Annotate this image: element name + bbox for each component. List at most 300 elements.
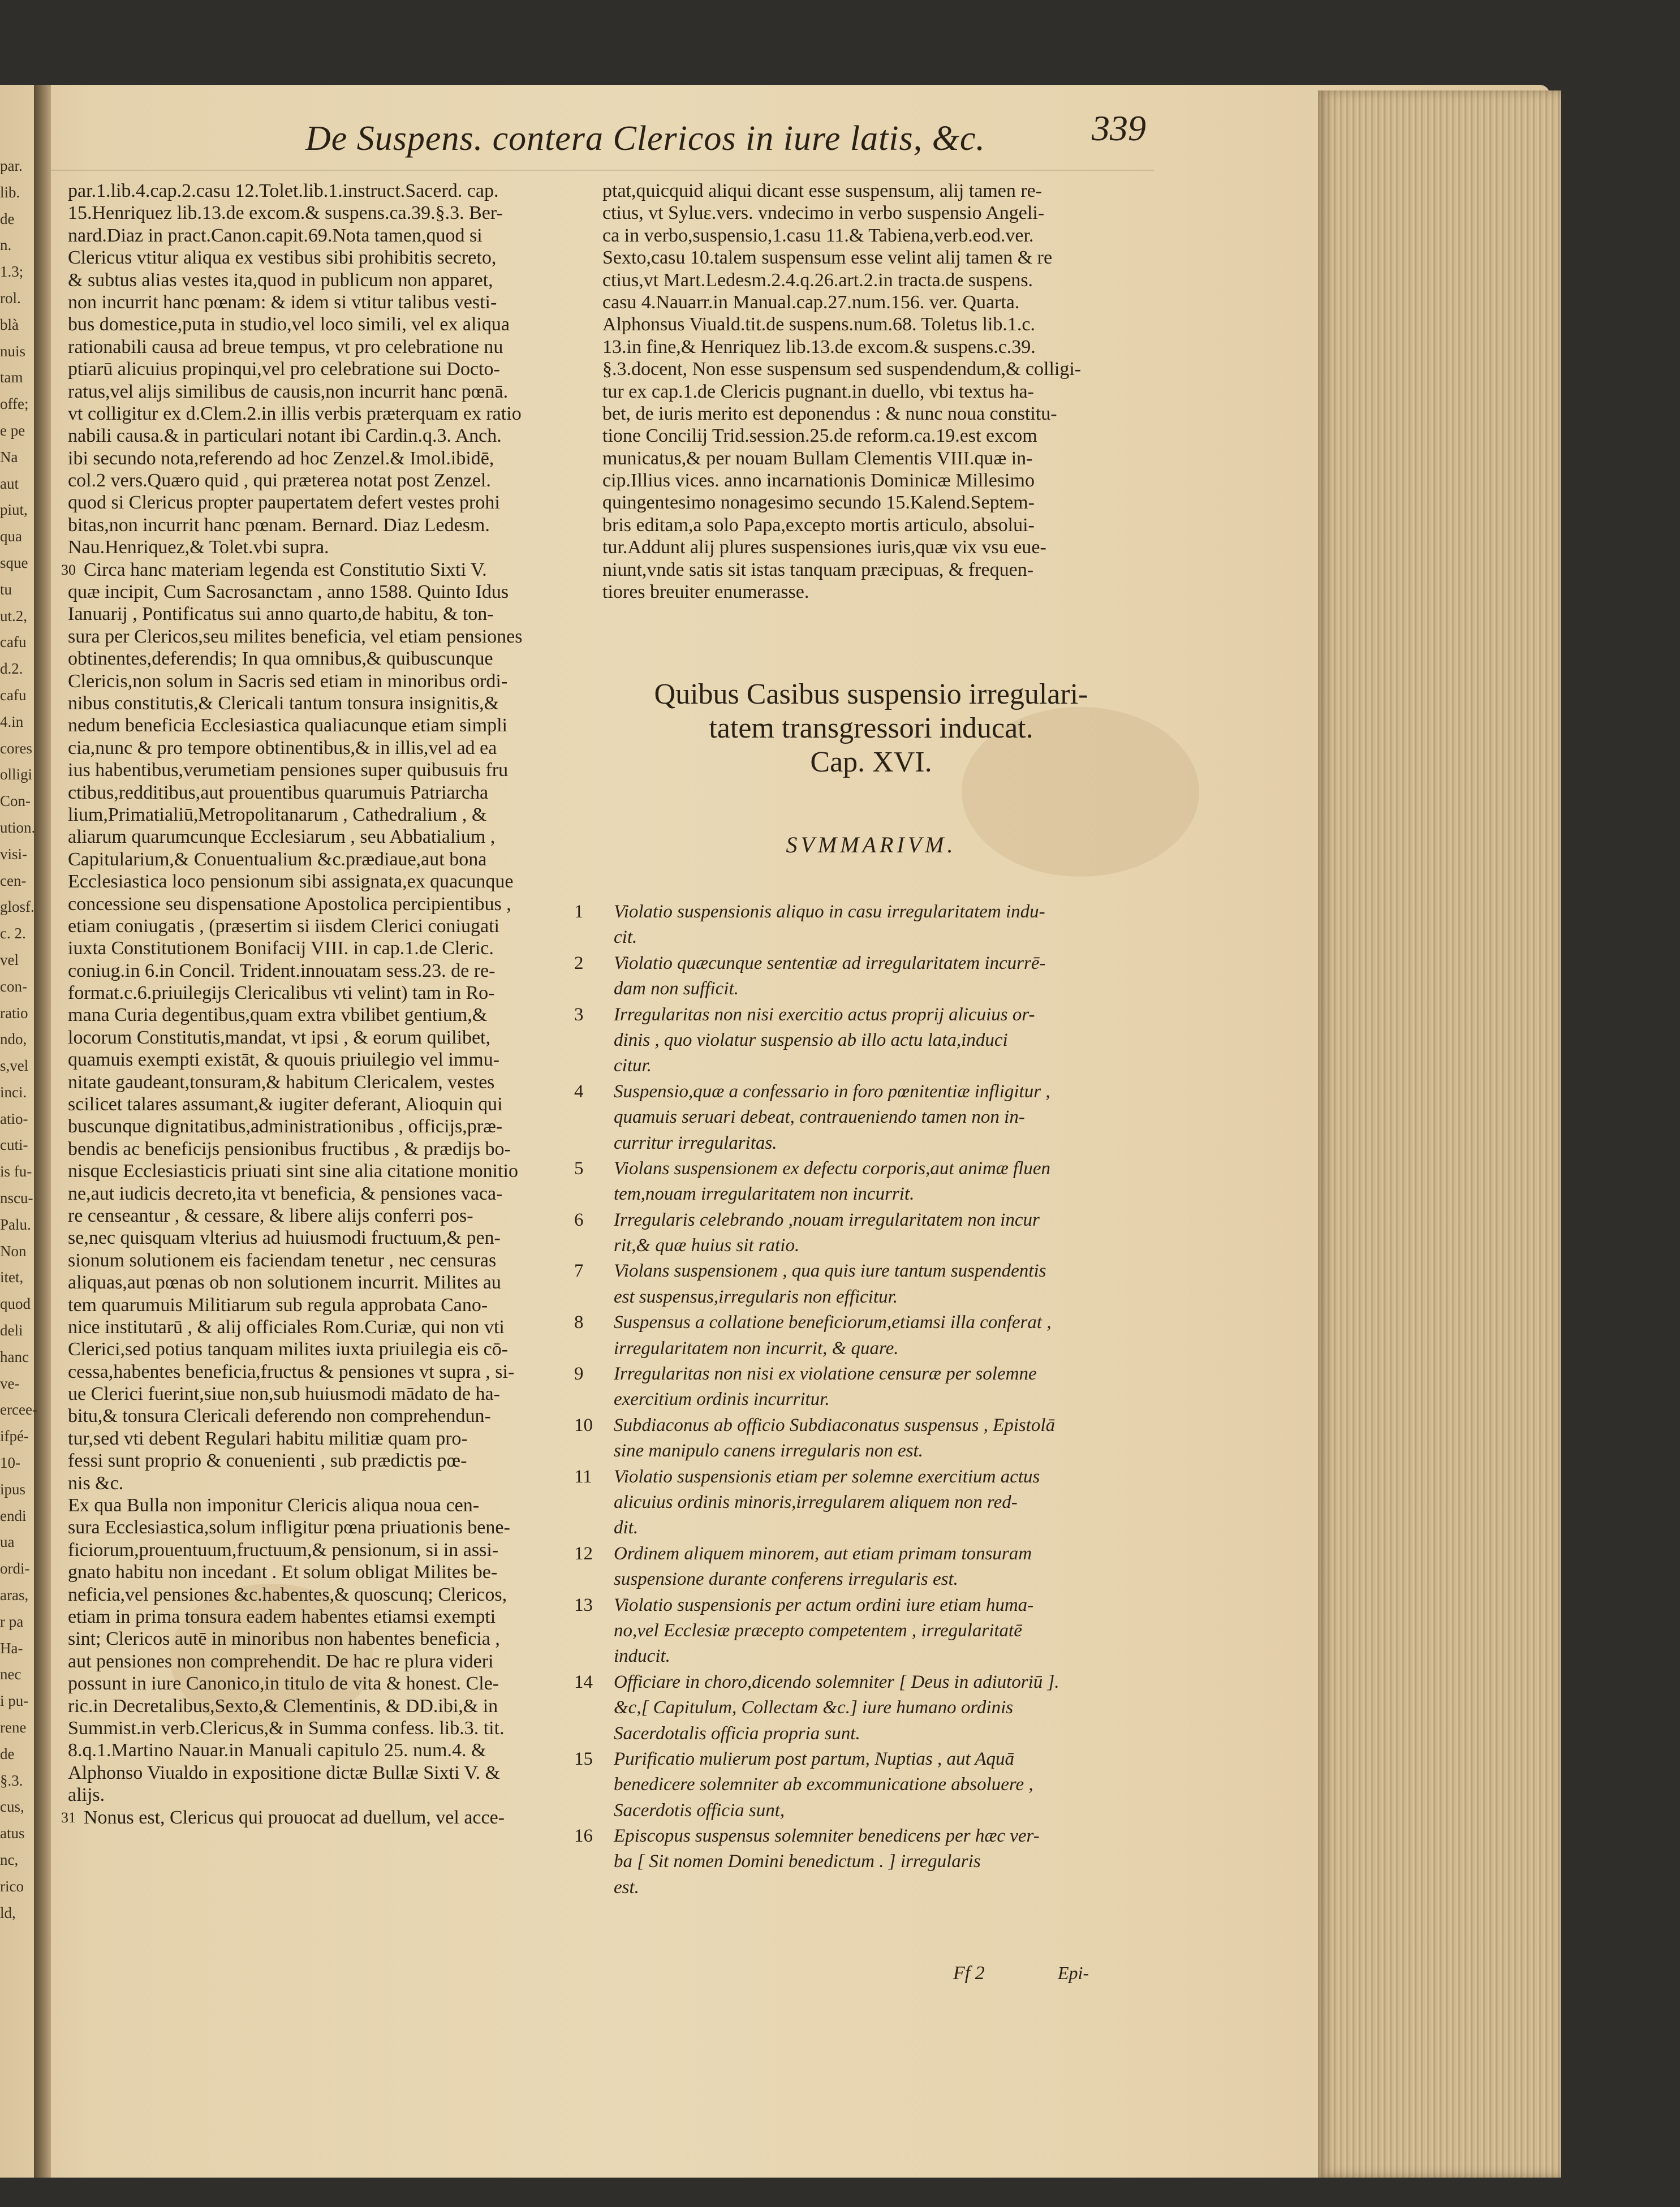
text-line xyxy=(68,1450,580,1472)
margin-fragment: c. 2. xyxy=(0,925,26,942)
summary-item xyxy=(574,1695,1157,1721)
text-line: §.3.docent, Non esse suspensum sed suspendendum,& colligi- xyxy=(602,359,1082,380)
summary-item xyxy=(574,1208,1157,1233)
text-line xyxy=(68,1249,580,1271)
line-text: ius habentibus,verumetiam pensiones super quibusuis fru xyxy=(68,760,509,781)
line-text: nitate gaudeant,tonsuram,& habitum Clericalem, vestes xyxy=(68,1071,495,1093)
line-text: fessi sunt proprio & conuenienti , sub prædictis pœ- xyxy=(68,1450,467,1472)
line-text: bitas,non incurrit hanc pœnam. Bernard. Diaz Ledesm. xyxy=(68,514,490,536)
chapter-heading-line: Quibus Casibus suspensio irregulari- xyxy=(654,678,1088,710)
line-text: quod si Clericus propter paupertatem defert vestes prohi xyxy=(68,492,500,514)
line-text: Capitularium,& Conuentualium &c.prædiaue,aut bona xyxy=(68,848,487,870)
text-line xyxy=(68,1428,580,1450)
line-text: nabili causa.& in particulari notant ibi Cardin.q.3. Anch. xyxy=(68,425,502,447)
margin-fragment: cen- xyxy=(0,872,27,889)
text-line xyxy=(68,1494,580,1516)
summary-text: Violatio quæcunque sententiæ ad irregularitatem incurrē- xyxy=(614,952,1046,973)
text-line xyxy=(68,826,580,848)
summary-text: Suspensio,quæ a confessario in foro pœnitentiæ infligitur , xyxy=(614,1081,1050,1102)
line-text: Ianuarij , Pontificatus sui anno quarto,de habitu, & ton- xyxy=(68,604,494,625)
line-text: obtinentes,deferendis; In qua omnibus,& quibuscunque xyxy=(68,648,493,670)
margin-fragment: nec xyxy=(0,1666,21,1683)
summary-number: 2 xyxy=(574,952,584,973)
summary-item xyxy=(574,1541,1157,1567)
summary-item xyxy=(574,1105,1157,1130)
summary-item xyxy=(574,1028,1157,1053)
line-text: format.c.6.priuilegijs Clericalibus vti velint) tam in Ro- xyxy=(68,982,495,1004)
summary-text: no,vel Ecclesiæ præcepto competentem , irregularitatē xyxy=(614,1620,1022,1641)
text-line xyxy=(68,336,580,358)
summary-item xyxy=(574,1772,1157,1798)
line-text: ue Clerici fuerint,siue non,sub huiusmodi mādato de ha- xyxy=(68,1383,500,1405)
text-line xyxy=(68,1717,580,1739)
summary-item xyxy=(574,1258,1157,1284)
text-line xyxy=(68,381,580,403)
text-line: ctius,vt Mart.Ledesm.2.4.q.26.art.2.in tracta.de suspens. xyxy=(602,269,1033,291)
margin-fragment: cafu xyxy=(0,686,27,704)
margin-fragment: qua xyxy=(0,528,22,545)
text-line xyxy=(68,1673,580,1695)
margin-fragment: cafu xyxy=(0,633,27,651)
margin-fragment: glosf. xyxy=(0,898,35,916)
summary-number: 14 xyxy=(574,1671,593,1692)
line-text: Clericus vtitur aliqua ex vestibus sibi prohibitis secreto, xyxy=(68,247,497,269)
line-text: sura Ecclesiastica,solum infligitur pœna priuationis bene- xyxy=(68,1517,510,1538)
summary-item xyxy=(574,1747,1157,1772)
margin-fragment: ndo, xyxy=(0,1031,27,1048)
text-line xyxy=(68,1561,580,1583)
text-line xyxy=(68,982,580,1004)
text-line xyxy=(68,848,580,870)
line-text: iuxta Constitutionem Bonifacij VIII. in cap.1.de Cleric. xyxy=(68,938,494,959)
text-line xyxy=(68,1205,580,1227)
text-line xyxy=(68,915,580,937)
text-line xyxy=(68,804,580,826)
summary-text: Subdiaconus ab officio Subdiaconatus suspensus , Epistolā xyxy=(614,1415,1056,1436)
summary-item xyxy=(574,1618,1157,1644)
summary-item xyxy=(574,1079,1157,1105)
margin-fragment: visi- xyxy=(0,845,28,863)
summary-item xyxy=(574,1464,1157,1490)
summary-text: Violatio suspensionis per actum ordini iure etiam huma- xyxy=(614,1594,1034,1615)
text-line xyxy=(68,1472,580,1494)
summary-text: quamuis seruari debeat, contraueniendo tamen non in- xyxy=(614,1107,1025,1128)
left-text-column xyxy=(61,180,580,1829)
line-text: rationabili causa ad breue tempus, vt pro celebratione nu xyxy=(68,336,503,357)
line-text: nis &c. xyxy=(68,1472,124,1494)
text-line: casu 4.Nauarr.in Manual.cap.27.num.156. ver. Quarta. xyxy=(602,291,1020,313)
line-text: cessa,habentes beneficia,fructus & pensiones vt supra , si- xyxy=(68,1361,515,1382)
text-line xyxy=(61,559,580,581)
text-line xyxy=(68,1316,580,1338)
margin-fragment: vel xyxy=(0,951,19,968)
margin-fragment: s,vel xyxy=(0,1057,29,1075)
line-text: tem quarumuis Militiarum sub regula approbata Cano- xyxy=(68,1294,488,1316)
text-line xyxy=(68,1093,580,1115)
line-text: 8.q.1.Martino Nauar.in Manuali capitulo 25. num.4. & xyxy=(68,1740,486,1761)
line-text: aut pensiones non comprehendit. De hac re plura videri xyxy=(68,1650,494,1672)
margin-fragment: atus xyxy=(0,1825,25,1842)
line-text: sint; Clericos autē in minoribus non habentes beneficia , xyxy=(68,1628,500,1650)
text-line: municatus,& per nouam Bullam Clementis VIII.quæ in- xyxy=(602,447,1033,469)
line-text: etiam coniugatis , (præsertim si iisdem Clerici coniugati xyxy=(68,915,499,937)
summary-text: suspensione durante conferens irregularis est. xyxy=(614,1569,958,1590)
summary-number: 1 xyxy=(574,902,584,922)
summary-item xyxy=(574,1053,1157,1079)
text-line xyxy=(68,1784,580,1806)
summary-item xyxy=(574,1644,1157,1669)
text-line xyxy=(68,1628,580,1650)
margin-fragment: ution. xyxy=(0,818,36,836)
chapter-heading xyxy=(622,678,1120,779)
margin-fragment: aras, xyxy=(0,1587,29,1604)
margin-fragment: Con- xyxy=(0,792,31,810)
text-line xyxy=(68,1695,580,1717)
margin-fragment: nuis xyxy=(0,342,26,360)
summary-number: 8 xyxy=(574,1312,584,1333)
text-line xyxy=(68,782,580,804)
summary-item xyxy=(574,1515,1157,1541)
margin-fragment: deli xyxy=(0,1322,23,1339)
summary-list xyxy=(574,899,1157,1900)
margin-fragment: de xyxy=(0,210,15,227)
margin-fragment: offe; xyxy=(0,395,29,413)
summary-item xyxy=(574,1002,1157,1028)
text-line xyxy=(68,1405,580,1427)
text-line xyxy=(68,603,580,625)
summary-item xyxy=(574,1567,1157,1592)
text-line xyxy=(68,202,580,224)
margin-fragment: de xyxy=(0,1745,15,1762)
margin-fragment: i pu- xyxy=(0,1692,29,1710)
margin-fragment: 4.in xyxy=(0,713,24,730)
signature-mark: Ff 2 xyxy=(953,1963,985,1984)
line-text: col.2 vers.Quæro quid , qui præterea notat post Zenzel. xyxy=(68,470,491,492)
text-line xyxy=(68,960,580,982)
summary-text: &c,[ Capitulum, Collectam &c.] iure humano ordinis xyxy=(614,1697,1014,1718)
margin-fragment: cus, xyxy=(0,1798,24,1816)
margin-fragment: §.3. xyxy=(0,1771,23,1789)
line-text: alijs. xyxy=(68,1784,105,1806)
margin-fragment: endi xyxy=(0,1507,27,1524)
line-text: sionum solutionem eis faciendam tenetur , nec censuras xyxy=(68,1249,497,1271)
chapter-heading-line: tatem transgressori inducat. xyxy=(709,712,1033,744)
line-text: bendis ac beneficijs pensionibus fructibus , & prædijs bo- xyxy=(68,1138,511,1159)
margin-fragment: cuti- xyxy=(0,1136,28,1154)
line-text: etiam in prima tonsura eadem habentes etiamsi exempti xyxy=(68,1606,496,1627)
page-edges xyxy=(1318,90,1561,2178)
text-line: tur ex cap.1.de Clericis pugnant.in duello, vbi textus ha- xyxy=(602,381,1034,402)
summary-text: sine manipulo canens irregularis non est. xyxy=(614,1441,923,1462)
line-text: nisque Ecclesiasticis priuati sint sine alia citatione monitio xyxy=(68,1161,518,1182)
margin-fragment: ordi- xyxy=(0,1560,30,1577)
line-text: tur,sed vti debent Regulari habitu militiæ quam pro- xyxy=(68,1428,468,1449)
margin-fragment: nc, xyxy=(0,1851,19,1868)
summary-number: 6 xyxy=(574,1209,584,1230)
margin-fragment: is fu- xyxy=(0,1163,32,1180)
summary-text: Suspensus a collatione beneficiorum,etiamsi illa conferat , xyxy=(614,1312,1052,1333)
line-text: gnato habitu non incedant . Et solum obligat Milites be- xyxy=(68,1562,498,1583)
summary-number: 7 xyxy=(574,1261,584,1282)
line-text: cia,nunc & pro tempore obtinentibus,& in illis,vel ad ea xyxy=(68,737,497,758)
line-text: Clerici,sed potius tanquam milites iuxta priuilegia eis cō- xyxy=(68,1339,509,1360)
text-line xyxy=(68,536,580,558)
summary-text: est suspensus,irregularis non efficitur. xyxy=(614,1286,898,1307)
margin-fragment: sque xyxy=(0,554,28,571)
margin-fragment: ve- xyxy=(0,1374,20,1392)
margin-fragment: d.2. xyxy=(0,660,23,678)
summary-text: Irregularitas non nisi ex violatione censuræ per solemne xyxy=(614,1364,1037,1385)
line-text: ctibus,redditibus,aut prouentibus quarumuis Patriarcha xyxy=(68,782,489,803)
summary-item xyxy=(574,1387,1157,1412)
margin-fragment: tu xyxy=(0,580,12,598)
marginal-number: 30 xyxy=(61,561,76,578)
summary-text: cit. xyxy=(614,927,637,948)
summary-number: 13 xyxy=(574,1594,593,1615)
text-line xyxy=(68,893,580,915)
text-line xyxy=(68,670,580,692)
text-line: ca in verbo,suspensio,1.casu 11.& Tabiena,verb.eod.ver. xyxy=(602,225,1034,246)
text-line xyxy=(68,1762,580,1784)
text-line xyxy=(68,937,580,959)
summary-item xyxy=(574,1182,1157,1207)
summary-item xyxy=(574,1721,1157,1747)
header-rule xyxy=(51,170,1154,171)
line-text: Alphonso Viualdo in expositione dictæ Bullæ Sixti V. & xyxy=(68,1762,500,1783)
text-line xyxy=(68,581,580,603)
text-line xyxy=(68,1539,580,1561)
line-text: ric.in Decretalibus,Sexto,& Clementinis, & DD.ibi,& in xyxy=(68,1695,498,1717)
summary-item xyxy=(574,1875,1157,1900)
summary-number: 10 xyxy=(574,1415,593,1436)
text-line xyxy=(68,870,580,893)
summary-text: Violatio suspensionis etiam per solemne exercitium actus xyxy=(614,1466,1040,1487)
line-text: Summist.in verb.Clericus,& in Summa confess. lib.3. tit. xyxy=(68,1717,505,1739)
line-text: Ecclesiastica loco pensionum sibi assignata,ex quacunque xyxy=(68,871,514,893)
summary-number: 12 xyxy=(574,1543,593,1564)
margin-fragment: ua xyxy=(0,1533,15,1551)
margin-fragment: itet, xyxy=(0,1269,24,1286)
summary-number: 11 xyxy=(574,1466,592,1487)
text-line: Sexto,casu 10.talem suspensum esse velint alij tamen & re xyxy=(602,247,1053,269)
text-line xyxy=(68,313,580,335)
line-text: concessione seu dispensatione Apostolica percipientibus , xyxy=(68,893,511,915)
margin-fragment: Ha- xyxy=(0,1639,23,1657)
margin-fragment: lib. xyxy=(0,183,20,201)
line-text: quæ incipit, Cum Sacrosanctam , anno 1588. Quinto Idus xyxy=(68,581,509,603)
margin-fragment: tam xyxy=(0,369,23,386)
summary-item xyxy=(574,1131,1157,1156)
summary-item xyxy=(574,925,1157,950)
margin-fragment: rene xyxy=(0,1719,27,1736)
summary-text: Ordinem aliquem minorem, aut etiam primam tonsuram xyxy=(614,1543,1032,1564)
line-text: Ex qua Bulla non imponitur Clericis aliqua noua cen- xyxy=(68,1495,480,1516)
line-text: nedum beneficia Ecclesiastica qualiacunque etiam simpli xyxy=(68,715,507,736)
text-line xyxy=(61,1807,580,1829)
line-text: ficiorum,prouentuum,fructuum,& pensionum, si in assi- xyxy=(68,1539,499,1561)
text-line xyxy=(68,358,580,380)
line-text: coniug.in 6.in Concil. Trident.innouatam sess.23. de re- xyxy=(68,960,496,981)
line-text: aliarum quarumcunque Ecclesiarum , seu Abbatialium , xyxy=(68,826,496,848)
text-line xyxy=(68,759,580,781)
summary-text: Irregularitas non nisi exercitio actus proprij alicuius or- xyxy=(614,1004,1035,1025)
text-line xyxy=(68,1160,580,1182)
line-text: mana Curia degentibus,quam extra vbilibet gentium,& xyxy=(68,1005,488,1026)
text-line xyxy=(68,514,580,536)
line-text: se,nec quisquam vlterius ad huiusmodi fructuum,& pen- xyxy=(68,1227,501,1249)
margin-fragment: Na xyxy=(0,448,18,465)
page-number: 339 xyxy=(1092,108,1146,148)
summary-text: Episcopus suspensus solemniter benedicens per hæc ver- xyxy=(614,1826,1040,1847)
line-text: ratus,vel alijs similibus de causis,non incurrit hanc pœnā. xyxy=(68,381,509,402)
summary-text: tem,nouam irregularitatem non incurrit. xyxy=(614,1184,915,1205)
margin-fragment: olligi xyxy=(0,766,33,783)
text-line: tiores breuiter enumerasse. xyxy=(602,581,809,603)
margin-fragment: nscu- xyxy=(0,1189,33,1207)
text-line xyxy=(68,1115,580,1137)
text-line xyxy=(68,1361,580,1383)
line-text: ibi secundo nota,referendo ad hoc Zenzel.& Imol.ibidē, xyxy=(68,447,494,469)
summary-text: Sacerdotis officia sunt, xyxy=(614,1800,785,1821)
summary-number: 5 xyxy=(574,1158,584,1179)
summary-text: ba [ Sit nomen Domini benedictum . ] irregularis xyxy=(614,1851,981,1872)
line-text: Nau.Henriquez,& Tolet.vbi supra. xyxy=(68,537,329,558)
chapter-number: Cap. XVI. xyxy=(810,746,932,778)
text-line xyxy=(68,492,580,514)
text-line xyxy=(68,714,580,736)
margin-fragment: rol. xyxy=(0,289,21,307)
text-line: tione Concilij Trid.session.25.de reform.ca.19.est excom xyxy=(602,425,1037,447)
line-text: lium,Primatialiū,Metropolitanarum , Cathedralium , & xyxy=(68,804,487,825)
summary-number: 4 xyxy=(574,1081,584,1102)
summary-item xyxy=(574,1156,1157,1182)
margin-fragment: e pe xyxy=(0,421,25,439)
text-line xyxy=(68,247,580,269)
summary-item xyxy=(574,1336,1157,1361)
summary-item xyxy=(574,1798,1157,1824)
previous-page-text-fragments xyxy=(0,153,44,1926)
summary-text: citur. xyxy=(614,1055,652,1076)
text-line xyxy=(68,1271,580,1294)
summary-text: alicuius ordinis minoris,irregularem aliquem non red- xyxy=(614,1492,1018,1512)
margin-fragment: piut, xyxy=(0,501,28,519)
text-line xyxy=(68,447,580,469)
text-line: bris editam,a solo Papa,excepto mortis articulo, absolui- xyxy=(602,514,1035,536)
summary-number: 16 xyxy=(574,1826,593,1847)
margin-fragment: rico xyxy=(0,1877,24,1895)
line-text: ptiarū alicuius propinqui,vel pro celebratione sui Docto- xyxy=(68,359,500,380)
summarium-heading: SVMMARIVM. xyxy=(786,832,957,857)
summary-text: exercitium ordinis incurritur. xyxy=(614,1389,830,1410)
text-line xyxy=(68,1338,580,1360)
summary-item xyxy=(574,1593,1157,1618)
summary-text: benedicere solemniter ab excommunicatione absoluere , xyxy=(614,1774,1033,1795)
margin-fragment: Non xyxy=(0,1242,27,1260)
line-text: quamuis exempti existāt, & quouis priuilegio vel immu- xyxy=(68,1049,500,1071)
summary-text: irregularitatem non incurrit, & quare. xyxy=(614,1338,899,1359)
summary-text: dam non sufficit. xyxy=(614,979,739,999)
margin-fragment: r pa xyxy=(0,1613,24,1630)
summary-item xyxy=(574,1233,1157,1258)
text-line xyxy=(68,692,580,714)
line-text: re censeantur , & cessare, & libere alijs conferri pos- xyxy=(68,1205,473,1226)
margin-fragment: ld, xyxy=(0,1904,16,1921)
text-line xyxy=(68,626,580,648)
text-line xyxy=(68,1516,580,1538)
summary-text: Violatio suspensionis aliquo in casu irregularitatem indu- xyxy=(614,902,1045,922)
text-line xyxy=(68,1383,580,1405)
catchword: Epi- xyxy=(1058,1963,1089,1983)
text-line xyxy=(68,1227,580,1249)
margin-fragment: ipus xyxy=(0,1480,26,1498)
margin-fragment: 10- xyxy=(0,1454,20,1472)
margin-fragment: par. xyxy=(0,157,23,174)
margin-fragment: atio- xyxy=(0,1110,28,1127)
text-line xyxy=(68,291,580,313)
summary-text: curritur irregularitas. xyxy=(614,1132,777,1153)
line-text: buscunque dignitatibus,administrationibus , officijs,præ- xyxy=(68,1116,503,1137)
line-text: 15.Henriquez lib.13.de excom.& suspens.ca.39.§.3. Ber- xyxy=(68,202,503,224)
margin-fragment: con- xyxy=(0,977,27,995)
text-line: quingentesimo nonagesimo secundo 15.Kalend.Septem- xyxy=(602,492,1035,514)
text-line xyxy=(68,1294,580,1316)
summary-text: Officiare in choro,dicendo solemniter [ Deus in adiutoriū ]. xyxy=(614,1671,1059,1692)
summary-item xyxy=(574,1284,1157,1310)
line-text: aliquas,aut pœnas ob non solutionem incurrit. Milites au xyxy=(68,1272,501,1294)
text-line xyxy=(68,1138,580,1160)
text-line xyxy=(68,469,580,492)
text-line: ctius, vt Syluε.vers. vndecimo in verbo suspensio Angeli- xyxy=(602,202,1045,224)
margin-fragment: hanc xyxy=(0,1348,29,1365)
text-line xyxy=(68,648,580,670)
text-line: Alphonsus Viuald.tit.de suspens.num.68. Toletus lib.1.c. xyxy=(602,314,1035,335)
line-text: neficia,vel pensiones &c.habentes,& quoscunq; Clericos, xyxy=(68,1584,507,1605)
text-line xyxy=(68,1183,580,1205)
margin-fragment: ercee- xyxy=(0,1401,37,1419)
margin-fragment: blà xyxy=(0,316,19,333)
summary-item xyxy=(574,1670,1157,1695)
text-line xyxy=(68,1071,580,1093)
summary-item xyxy=(574,1310,1157,1335)
summary-text: rit,& quæ huius sit ratio. xyxy=(614,1235,800,1256)
text-line: bet, de iuris merito est deponendus : & nunc noua constitu- xyxy=(602,403,1057,424)
summary-item xyxy=(574,1361,1157,1387)
summary-text: est. xyxy=(614,1877,639,1898)
text-line: ptat,quicquid aliqui dicant esse suspensum, alij tamen re- xyxy=(602,180,1043,201)
summary-item xyxy=(574,976,1157,1002)
line-text: nard.Diaz in pract.Canon.capit.69.Nota tamen,quod si xyxy=(68,225,483,246)
line-text: scilicet talares assumant,& iugiter deferant, Alioquin qui xyxy=(68,1094,503,1115)
text-line: cip.Illius vices. anno incarnationis Dominicæ Millesimo xyxy=(602,470,1035,492)
line-text: Clericis,non solum in Sacris sed etiam in minoribus ordi- xyxy=(68,670,508,692)
text-line xyxy=(68,403,580,425)
summary-item xyxy=(574,1413,1157,1438)
summary-number: 9 xyxy=(574,1364,584,1385)
summary-text: Purificatio mulierum post partum, Nuptias , aut Aquā xyxy=(614,1748,1015,1769)
margin-fragment: aut xyxy=(0,475,19,492)
text-line: niunt,vnde satis sit istas tanquam præcipuas, & frequen- xyxy=(602,559,1034,580)
text-line xyxy=(68,225,580,247)
text-line xyxy=(68,1739,580,1761)
text-line xyxy=(68,425,580,447)
running-title: De Suspens. contera Clericos in iure latis, &c. xyxy=(305,119,985,158)
summary-item xyxy=(574,1824,1157,1849)
margin-fragment: quod xyxy=(0,1295,31,1313)
margin-fragment: cores xyxy=(0,739,32,757)
line-text: Nonus est, Clericus qui prouocat ad duellum, vel acce- xyxy=(84,1807,505,1828)
margin-fragment: ratio xyxy=(0,1004,28,1021)
text-line xyxy=(68,1650,580,1673)
